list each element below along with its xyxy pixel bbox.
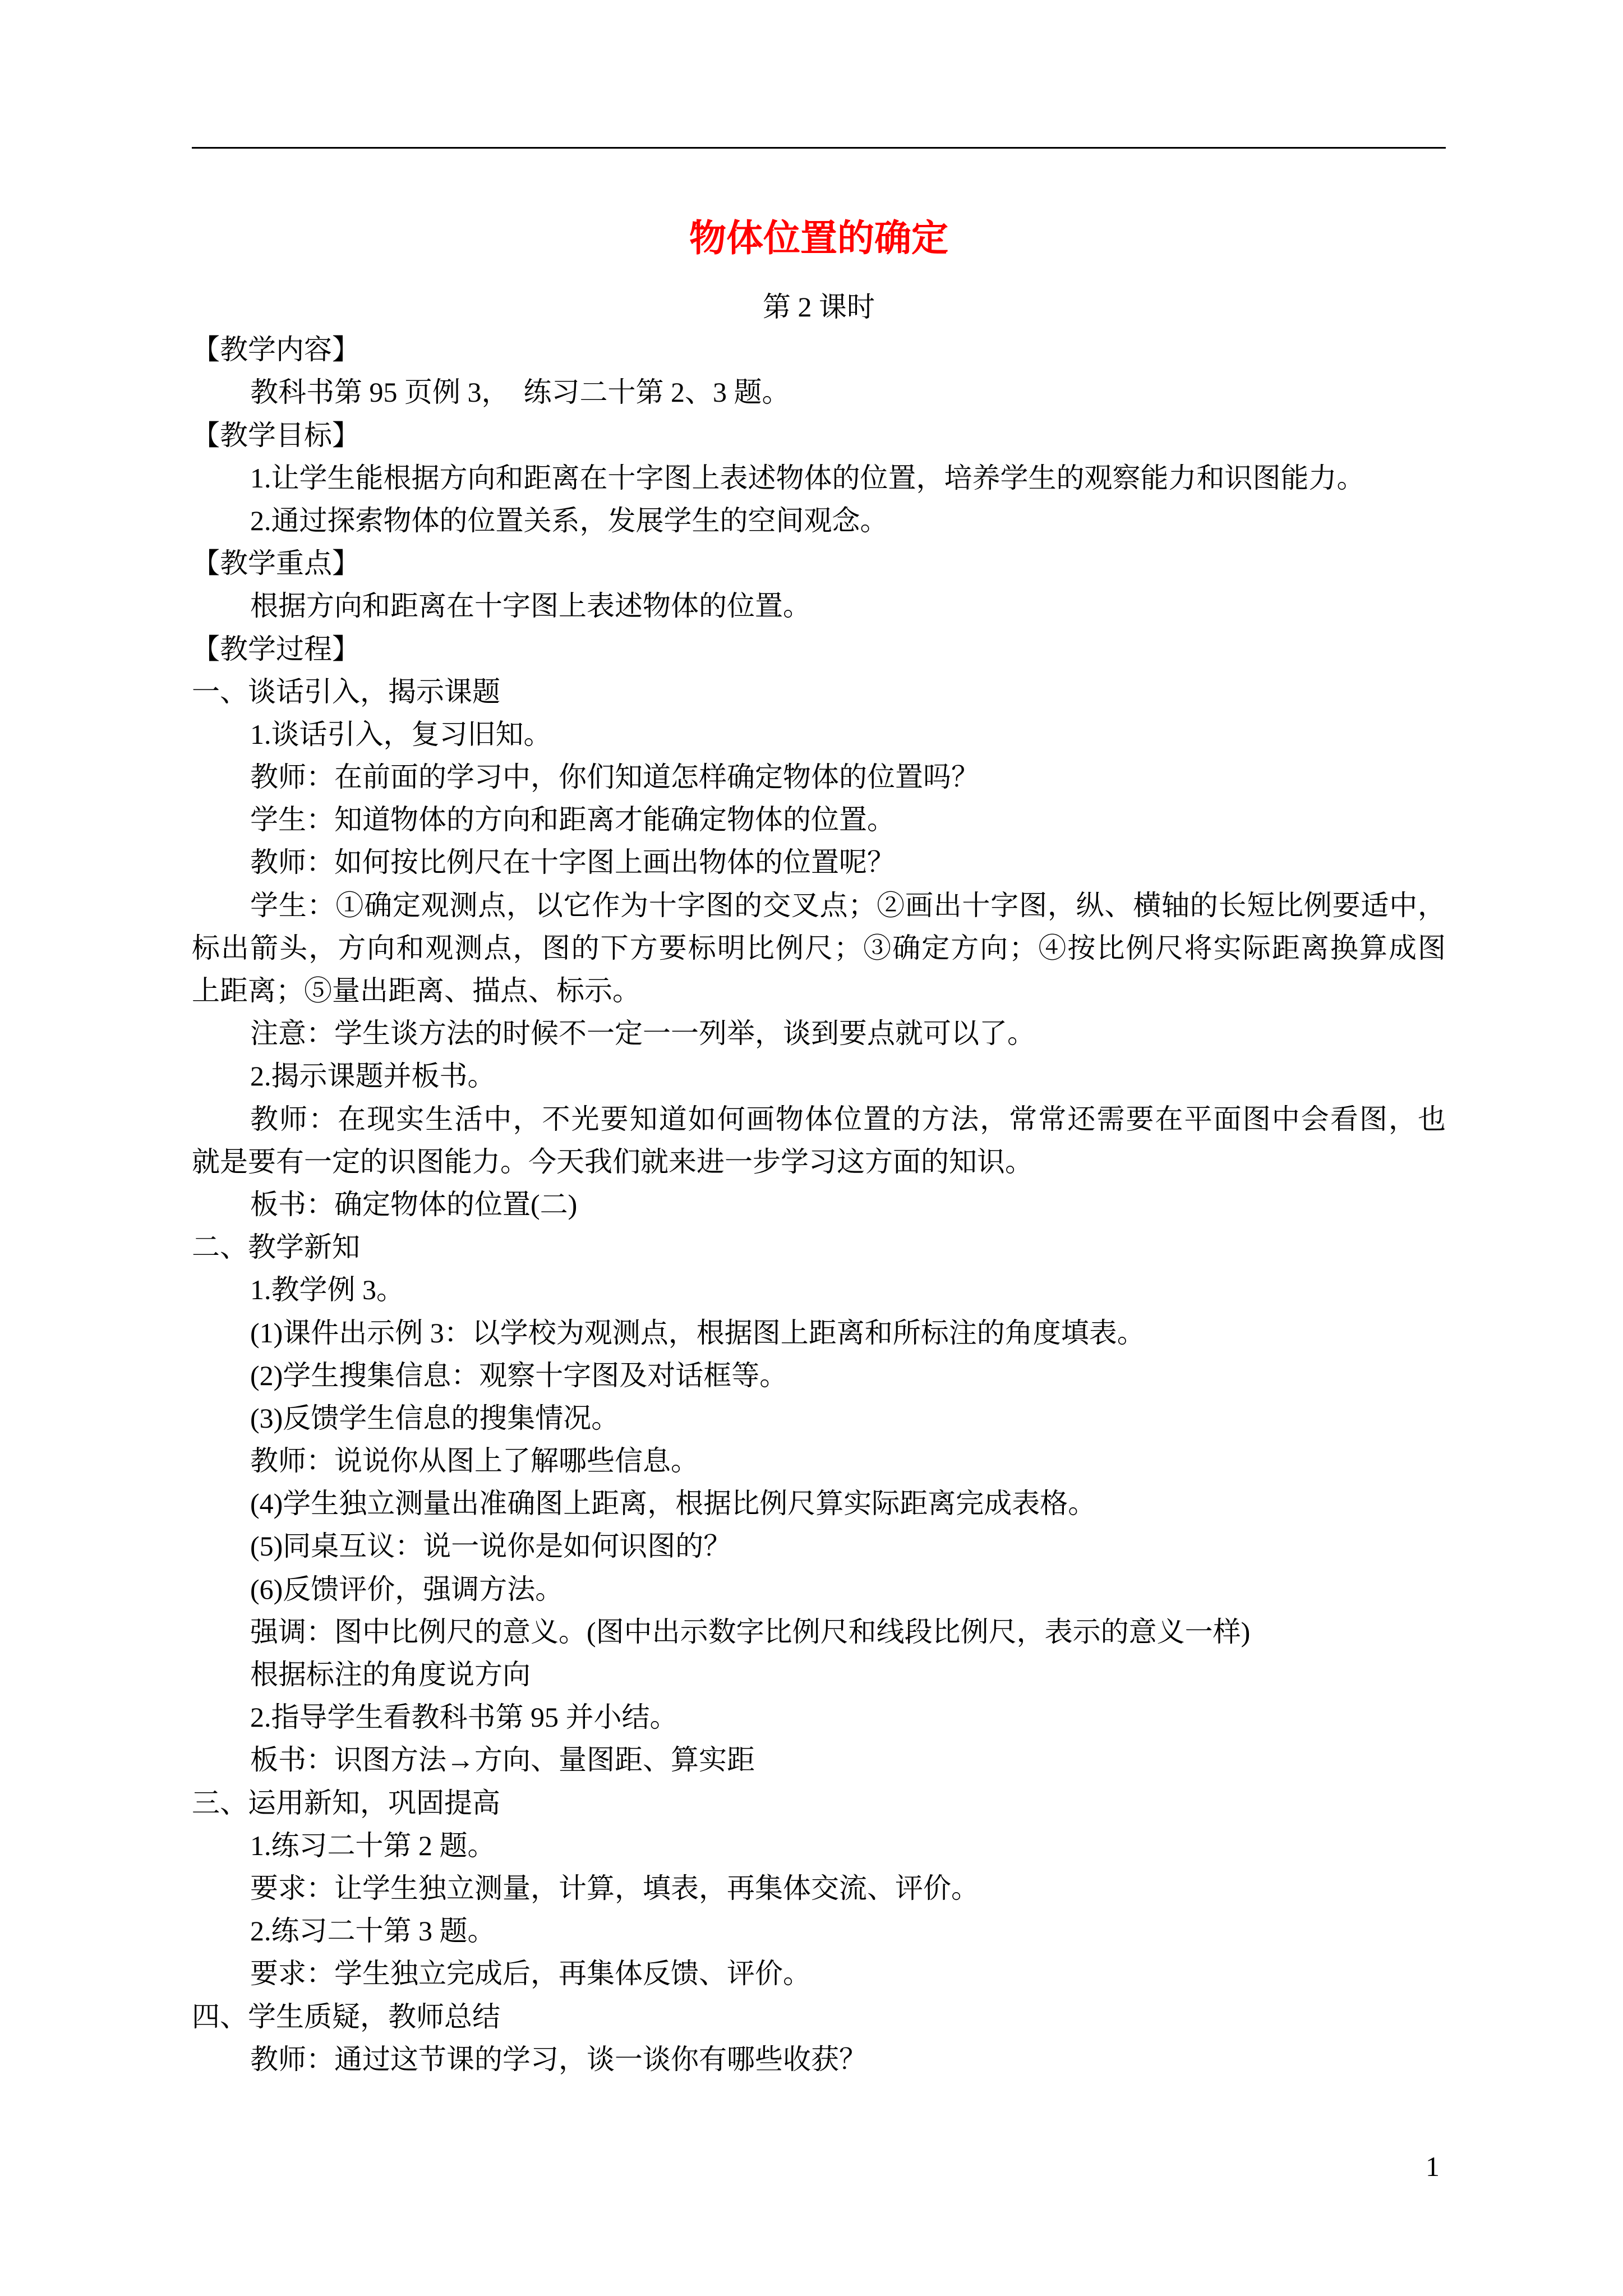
paragraph: 要求：学生独立完成后，再集体反馈、评价。: [250, 1958, 811, 1990]
process-section: [192, 1226, 1446, 1781]
content-text: 教科书第 95 页例 3， 练习二十第 2、3 题。: [250, 376, 790, 408]
paragraph: 板书：识图方法→方向、量图距、算实距: [250, 1744, 755, 1776]
paragraph: 1.练习二十第 2 题。: [250, 1829, 496, 1861]
paragraph-line: 标出箭头，方向和观测点，图的下方要标明比例尺；③确定方向；④按比例尺将实际距离换算成图: [192, 932, 1446, 964]
section-heading: 三、运用新知，巩固提高: [192, 1787, 500, 1819]
paragraph-line: 教师：在现实生活中，不光要知道如何画物体位置的方法，常常还需要在平面图中会看图，也: [250, 1103, 1446, 1135]
paragraph: (2)学生搜集信息：观察十字图及对话框等。: [250, 1359, 788, 1391]
page-number: 1: [1426, 2151, 1440, 2182]
paragraph: 2.练习二十第 3 题。: [250, 1915, 496, 1947]
paragraph: 板书：确定物体的位置(二): [250, 1188, 578, 1220]
process-section: [192, 670, 1446, 1226]
paragraph: 教师：在前面的学习中，你们知道怎样确定物体的位置吗？: [250, 761, 979, 793]
section-heading: 四、学生质疑，教师总结: [192, 2000, 500, 2032]
paragraph: 教师：通过这节课的学习，谈一谈你有哪些收获？: [250, 2043, 867, 2075]
paragraph: [192, 1098, 1446, 1183]
objectives-heading: 【教学目标】: [192, 419, 360, 451]
lesson-label: 第 2 课时: [763, 291, 875, 323]
key-point-heading: 【教学重点】: [192, 547, 360, 579]
paragraph: 学生：知道物体的方向和距离才能确定物体的位置。: [250, 804, 895, 836]
paragraph: 教师：说说你从图上了解哪些信息。: [250, 1445, 699, 1477]
process-heading: 【教学过程】: [192, 633, 360, 665]
paragraph: 根据标注的角度说方向: [250, 1659, 531, 1690]
content-heading: 【教学内容】: [192, 334, 360, 366]
process-section: [192, 1995, 1446, 2081]
paragraph-line: 就是要有一定的识图能力。今天我们就来进一步学习这方面的知识。: [192, 1145, 1033, 1177]
paragraph: 强调：图中比例尺的意义。(图中出示数字比例尺和线段比例尺，表示的意义一样): [250, 1616, 1251, 1648]
paragraph: 要求：让学生独立测量，计算，填表，再集体交流、评价。: [250, 1872, 979, 1904]
paragraph: [192, 884, 1446, 1013]
paragraph: (3)反馈学生信息的搜集情况。: [250, 1402, 620, 1434]
document-body: [192, 286, 1446, 2081]
process-section: [192, 1782, 1446, 1995]
paragraph: (6)反馈评价，强调方法。: [250, 1573, 564, 1605]
paragraph: (1)课件出示例 3：以学校为观测点，根据图上距离和所标注的角度填表。: [250, 1317, 1145, 1349]
header-rule: [192, 147, 1446, 149]
objective-item: 2.通过探索物体的位置关系，发展学生的空间观念。: [250, 504, 888, 536]
section-heading: 一、谈话引入，揭示课题: [192, 675, 500, 707]
paragraph: 2.揭示课题并板书。: [250, 1060, 496, 1092]
paragraph: (5)同桌互议：说一说你是如何识图的？: [250, 1530, 732, 1562]
paragraph-line: 学生：①确定观测点，以它作为十字图的交叉点；②画出十字图，纵、横轴的长短比例要适中，: [250, 889, 1446, 921]
paragraph: (4)学生独立测量出准确图上距离，根据比例尺算实际距离完成表格。: [250, 1488, 1096, 1520]
key-point-text: 根据方向和距离在十字图上表述物体的位置。: [250, 590, 811, 622]
document-title: 物体位置的确定: [689, 218, 948, 259]
section-heading: 二、教学新知: [192, 1231, 360, 1263]
objective-item: 1.让学生能根据方向和距离在十字图上表述物体的位置，培养学生的观察能力和识图能力。: [250, 462, 1365, 494]
paragraph: 教师：如何按比例尺在十字图上画出物体的位置呢？: [250, 846, 895, 878]
paragraph: 1.教学例 3。: [250, 1274, 404, 1306]
paragraph: 2.指导学生看教科书第 95 并小结。: [250, 1701, 678, 1733]
paragraph: 注意：学生谈方法的时候不一定一一列举，谈到要点就可以了。: [250, 1018, 1035, 1050]
paragraph: 1.谈话引入，复习旧知。: [250, 718, 552, 750]
paragraph-line: 上距离；⑤量出距离、描点、标示。: [192, 975, 640, 1006]
